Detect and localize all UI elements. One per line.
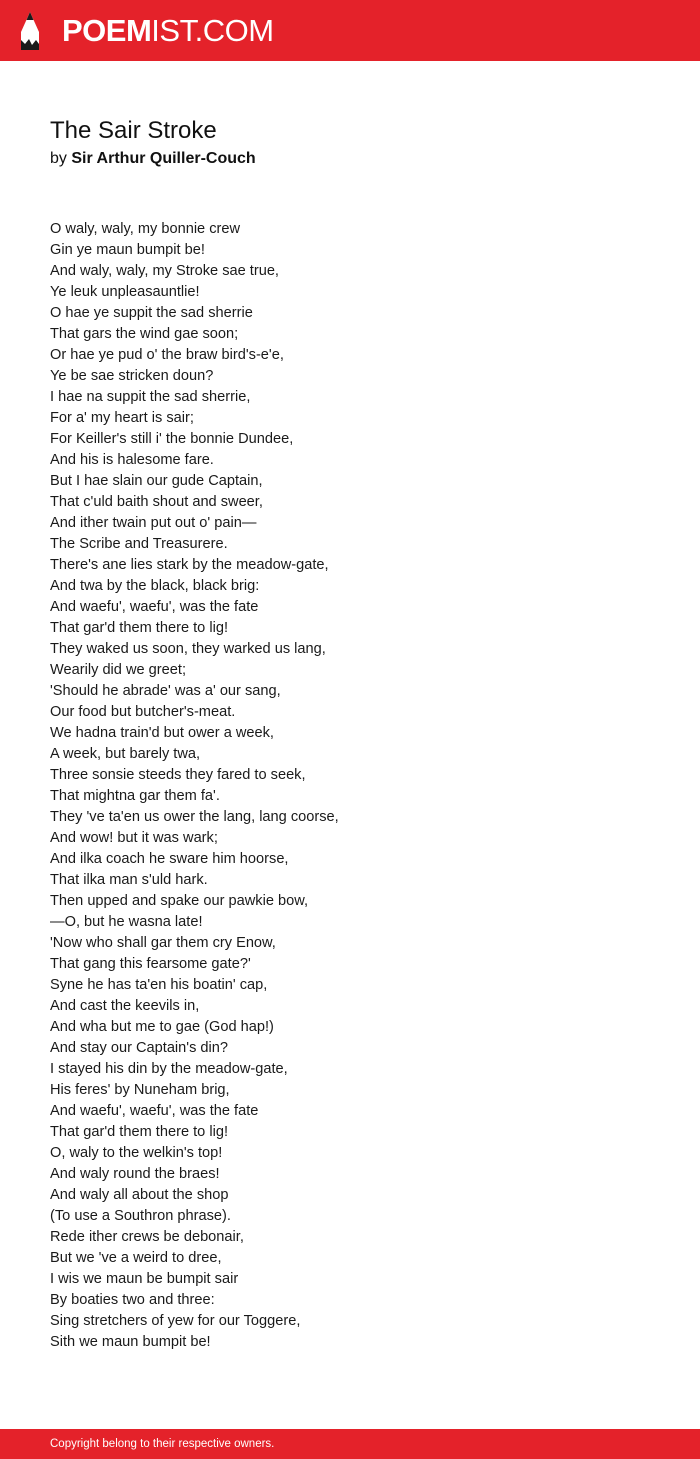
poem-line: They 've ta'en us ower the lang, lang coorse, [50,809,339,825]
poem-line: They waked us soon, they warked us lang, [50,641,326,657]
poem-line: Sing stretchers of yew for our Toggere, [50,1313,301,1329]
poem-line: A week, but barely twa, [50,746,201,762]
poem-line: Our food but butcher's-meat. [50,704,236,720]
poem-line: That mightna gar them fa'. [50,788,220,804]
poem-line: There's ane lies stark by the meadow-gate, [50,557,329,573]
poem-line: Syne he has ta'en his boatin' cap, [50,977,268,993]
poem-line: 'Should he abrade' was a' our sang, [50,683,281,699]
byline [50,148,256,170]
poem-line: That gar'd them there to lig! [50,620,229,636]
poem-line: Then upped and spake our pawkie bow, [50,893,309,909]
poem-line: Ye leuk unpleasauntlie! [50,284,200,300]
poem-line: O hae ye suppit the sad sherrie [50,305,253,321]
poem-line: And waly, waly, my Stroke sae true, [50,263,279,279]
poem-line: (To use a Southron phrase). [50,1208,231,1224]
poem-line: Three sonsie steeds they fared to seek, [50,767,306,783]
poem-line: And waefu', waefu', was the fate [50,599,259,615]
poem-line: That ilka man s'uld hark. [50,872,208,888]
pencil-tip-icon[interactable] [18,10,42,52]
poem-line: Ye be sae stricken doun? [50,368,214,384]
poem-line: And his is halesome fare. [50,452,214,468]
copyright-text: Copyright belong to their respective owners. [50,1438,275,1450]
poem-line: His feres' by Nuneham brig, [50,1082,230,1098]
poem-line: That c'uld baith shout and sweer, [50,494,263,510]
author-name: Sir Arthur Quiller-Couch [71,150,256,167]
poem-line: O waly, waly, my bonnie crew [50,221,241,237]
poem-line: That gars the wind gae soon; [50,326,239,342]
poem-line: By boaties two and three: [50,1292,215,1308]
poem-line: And ilka coach he sware him hoorse, [50,851,289,867]
poem-line: 'Now who shall gar them cry Enow, [50,935,276,951]
poem-line: And waefu', waefu', was the fate [50,1103,259,1119]
poem-line: And ither twain put out o' pain— [50,515,257,531]
poem-line: But I hae slain our gude Captain, [50,473,263,489]
poem-line: I stayed his din by the meadow-gate, [50,1061,288,1077]
site-logo[interactable] [62,12,274,50]
poem-line: Rede ither crews be debonair, [50,1229,244,1245]
poem-line: And twa by the black, black brig: [50,578,260,594]
poem-line: And cast the keevils in, [50,998,200,1014]
by-label: by [50,150,67,167]
poem-line: Sith we maun bumpit be! [50,1334,211,1350]
poem-title: The Sair Stroke [50,117,217,144]
poem-line: And wow! but it was wark; [50,830,218,846]
poem-line: But we 've a weird to dree, [50,1250,222,1266]
poem-line: Gin ye maun bumpit be! [50,242,205,258]
poem-line: And stay our Captain's din? [50,1040,229,1056]
logo-text-light: IST.COM [151,13,274,48]
poem-line: That gar'd them there to lig! [50,1124,229,1140]
poem-line: And waly all about the shop [50,1187,229,1203]
poem-line: We hadna train'd but ower a week, [50,725,274,741]
poem-line: For a' my heart is sair; [50,410,194,426]
poem-line: Wearily did we greet; [50,662,186,678]
poem-line: The Scribe and Treasurere. [50,536,228,552]
site-header [0,0,700,61]
poem-line: I wis we maun be bumpit sair [50,1271,239,1287]
poem-line: And waly round the braes! [50,1166,220,1182]
site-footer [0,1429,700,1459]
poem-line: For Keiller's still i' the bonnie Dundee, [50,431,294,447]
poem-line: —O, but he wasna late! [50,914,203,930]
poem-line: That gang this fearsome gate?' [50,956,251,972]
poem-line: O, waly to the welkin's top! [50,1145,223,1161]
poem-line: Or hae ye pud o' the braw bird's-e'e, [50,347,284,363]
poem-body [50,219,339,1353]
poem-line: I hae na suppit the sad sherrie, [50,389,251,405]
logo-text-bold: POEM [62,13,152,48]
poem-line: And wha but me to gae (God hap!) [50,1019,274,1035]
